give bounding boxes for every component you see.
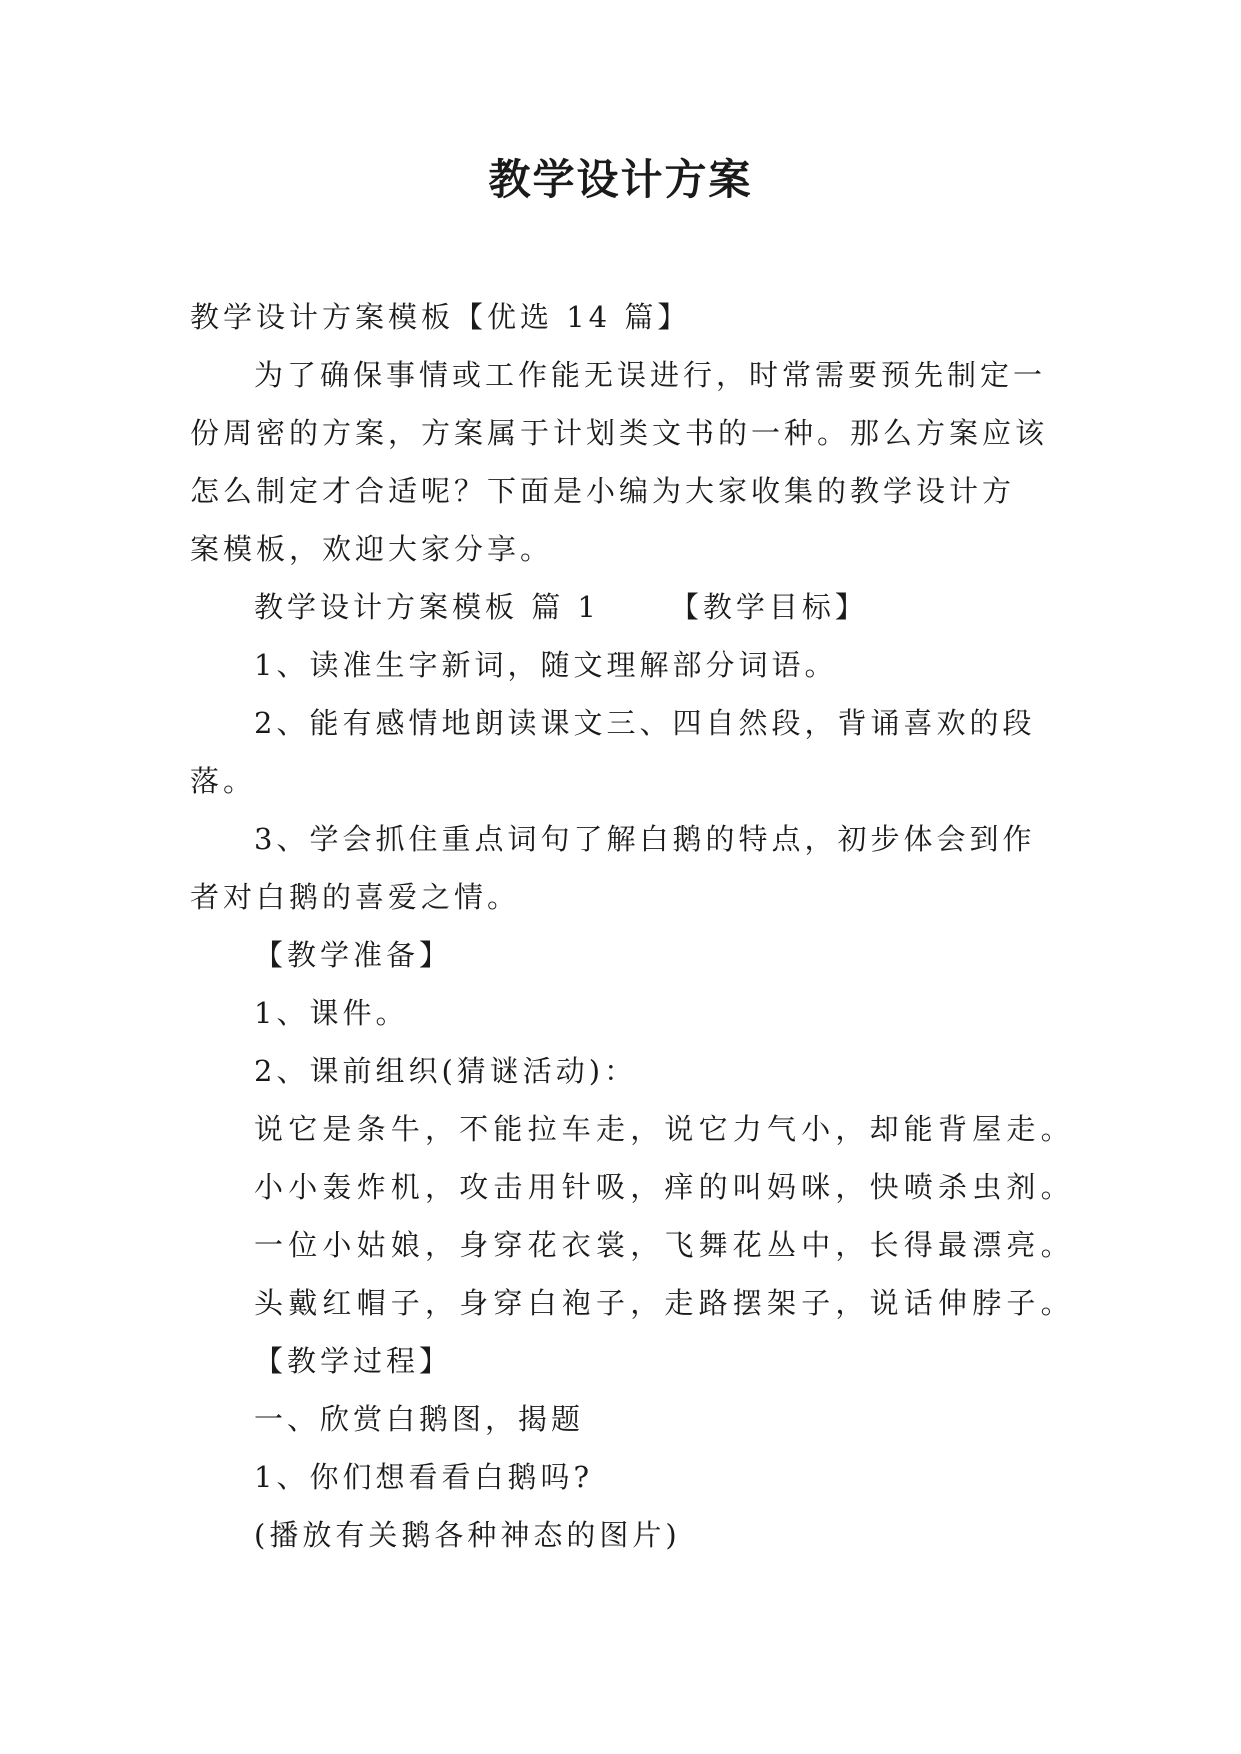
goal-item-continued: 落。 [190, 764, 257, 798]
process-item: (播放有关鹅各种神态的图片) [254, 1518, 681, 1552]
process-item: 1、你们想看看白鹅吗? [254, 1460, 593, 1494]
intro-line: 份周密的方案，方案属于计划类文书的一种。那么方案应该 [190, 416, 1049, 450]
prep-label: 【教学准备】 [254, 938, 453, 972]
riddle-line: 说它是条牛，不能拉车走，说它力气小，却能背屋走。 [254, 1112, 1075, 1146]
prep-item: 1、课件。 [254, 996, 409, 1030]
goals-label: 【教学目标】 [669, 590, 868, 624]
document-body [190, 288, 1075, 1564]
riddle-line: 头戴红帽子，身穿白袍子，走路摆架子，说话伸脖子。 [254, 1286, 1075, 1320]
section-heading: 教学设计方案模板 篇 1 [254, 590, 600, 624]
goal-item: 3、学会抓住重点词句了解白鹅的特点，初步体会到作 [254, 822, 1036, 856]
process-label: 【教学过程】 [254, 1344, 453, 1378]
document-subtitle: 教学设计方案模板【优选 14 篇】 [190, 300, 691, 334]
intro-line: 怎么制定才合适呢？下面是小编为大家收集的教学设计方 [190, 474, 1016, 508]
process-item: 一、欣赏白鹅图，揭题 [254, 1402, 585, 1436]
riddle-line: 一位小姑娘，身穿花衣裳，飞舞花丛中，长得最漂亮。 [254, 1228, 1075, 1262]
goal-item: 2、能有感情地朗读课文三、四自然段，背诵喜欢的段 [254, 706, 1036, 740]
goal-item-continued: 者对白鹅的喜爱之情。 [190, 880, 521, 914]
intro-line: 案模板，欢迎大家分享。 [190, 532, 554, 566]
goal-item: 1、读准生字新词，随文理解部分词语。 [254, 648, 838, 682]
prep-item: 2、课前组织(猜谜活动)： [254, 1054, 638, 1088]
document-title: 教学设计方案 [488, 155, 753, 204]
riddle-line: 小小轰炸机，攻击用针吸，痒的叫妈咪，快喷杀虫剂。 [254, 1170, 1075, 1204]
section-heading-line [190, 578, 1050, 636]
intro-line: 为了确保事情或工作能无误进行，时常需要预先制定一 [254, 358, 1047, 392]
